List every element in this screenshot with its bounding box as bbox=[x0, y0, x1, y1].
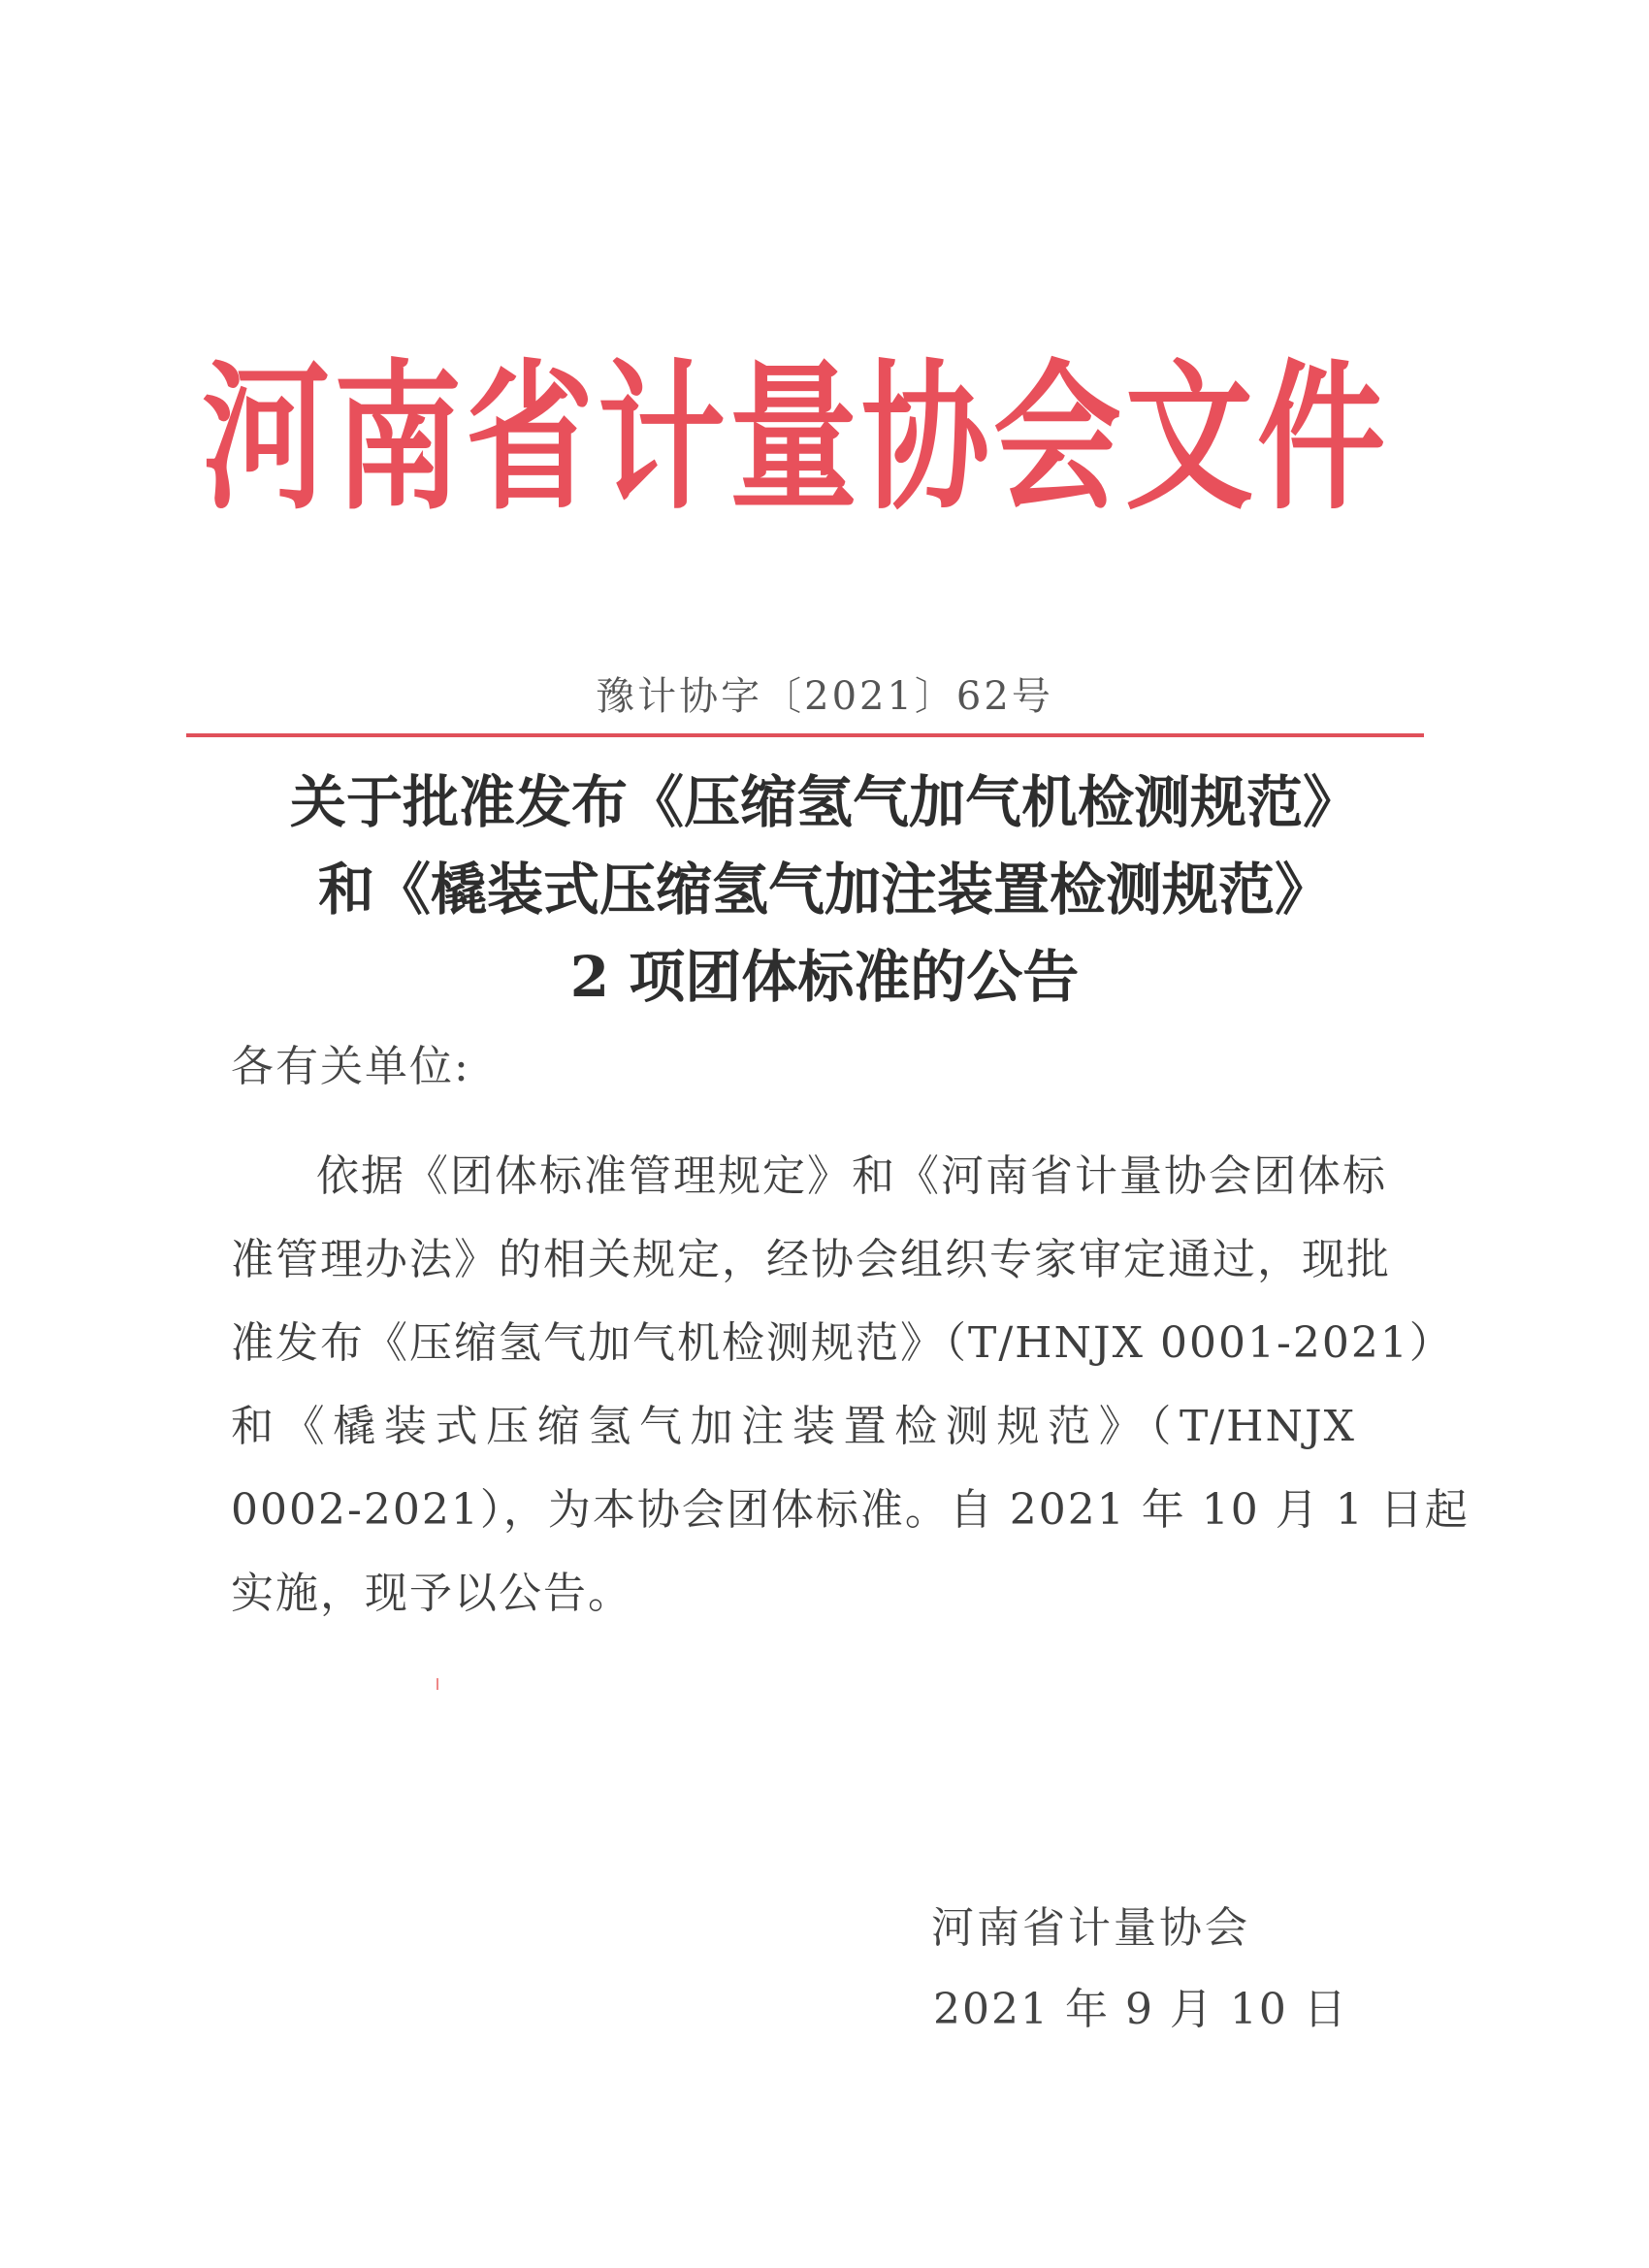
body-line: 准管理办法》的相关规定，经协会组织专家审定通过，现批 bbox=[231, 1235, 1391, 1284]
announcement-title bbox=[146, 759, 1504, 1021]
document-number: 豫计协字〔2021〕62号 bbox=[596, 674, 1053, 719]
signature-organization: 河南省计量协会 bbox=[931, 1903, 1250, 1953]
red-divider-line bbox=[186, 733, 1424, 737]
salutation: 各有关单位: bbox=[231, 1042, 470, 1091]
body-line: 0002-2021），为本协会团体标准。自 2021 年 10 月 1 日起 bbox=[231, 1485, 1470, 1535]
body-line: 实施，现予以公告。 bbox=[231, 1569, 632, 1618]
masthead-title: 河南省计量协会文件 bbox=[202, 344, 1389, 533]
body-line: 和《橇装式压缩氢气加注装置检测规范》（T/HNJX bbox=[231, 1402, 1356, 1451]
signature-date: 2021 年 9 月 10 日 bbox=[933, 1985, 1348, 2034]
scan-mark bbox=[436, 1678, 438, 1690]
title-line-2: 和《橇装式压缩氢气加注装置检测规范》 bbox=[317, 857, 1331, 923]
body-line: 准发布《压缩氢气加气机检测规范》（T/HNJX 0001-2021） bbox=[231, 1318, 1454, 1368]
title-line-3: 2 项团体标准的公告 bbox=[569, 944, 1080, 1010]
title-line-1: 关于批准发布《压缩氢气加气机检测规范》 bbox=[289, 769, 1359, 835]
body-line: 依据《团体标准管理规定》和《河南省计量协会团体标 bbox=[316, 1151, 1387, 1201]
body-text bbox=[231, 1135, 1470, 1636]
